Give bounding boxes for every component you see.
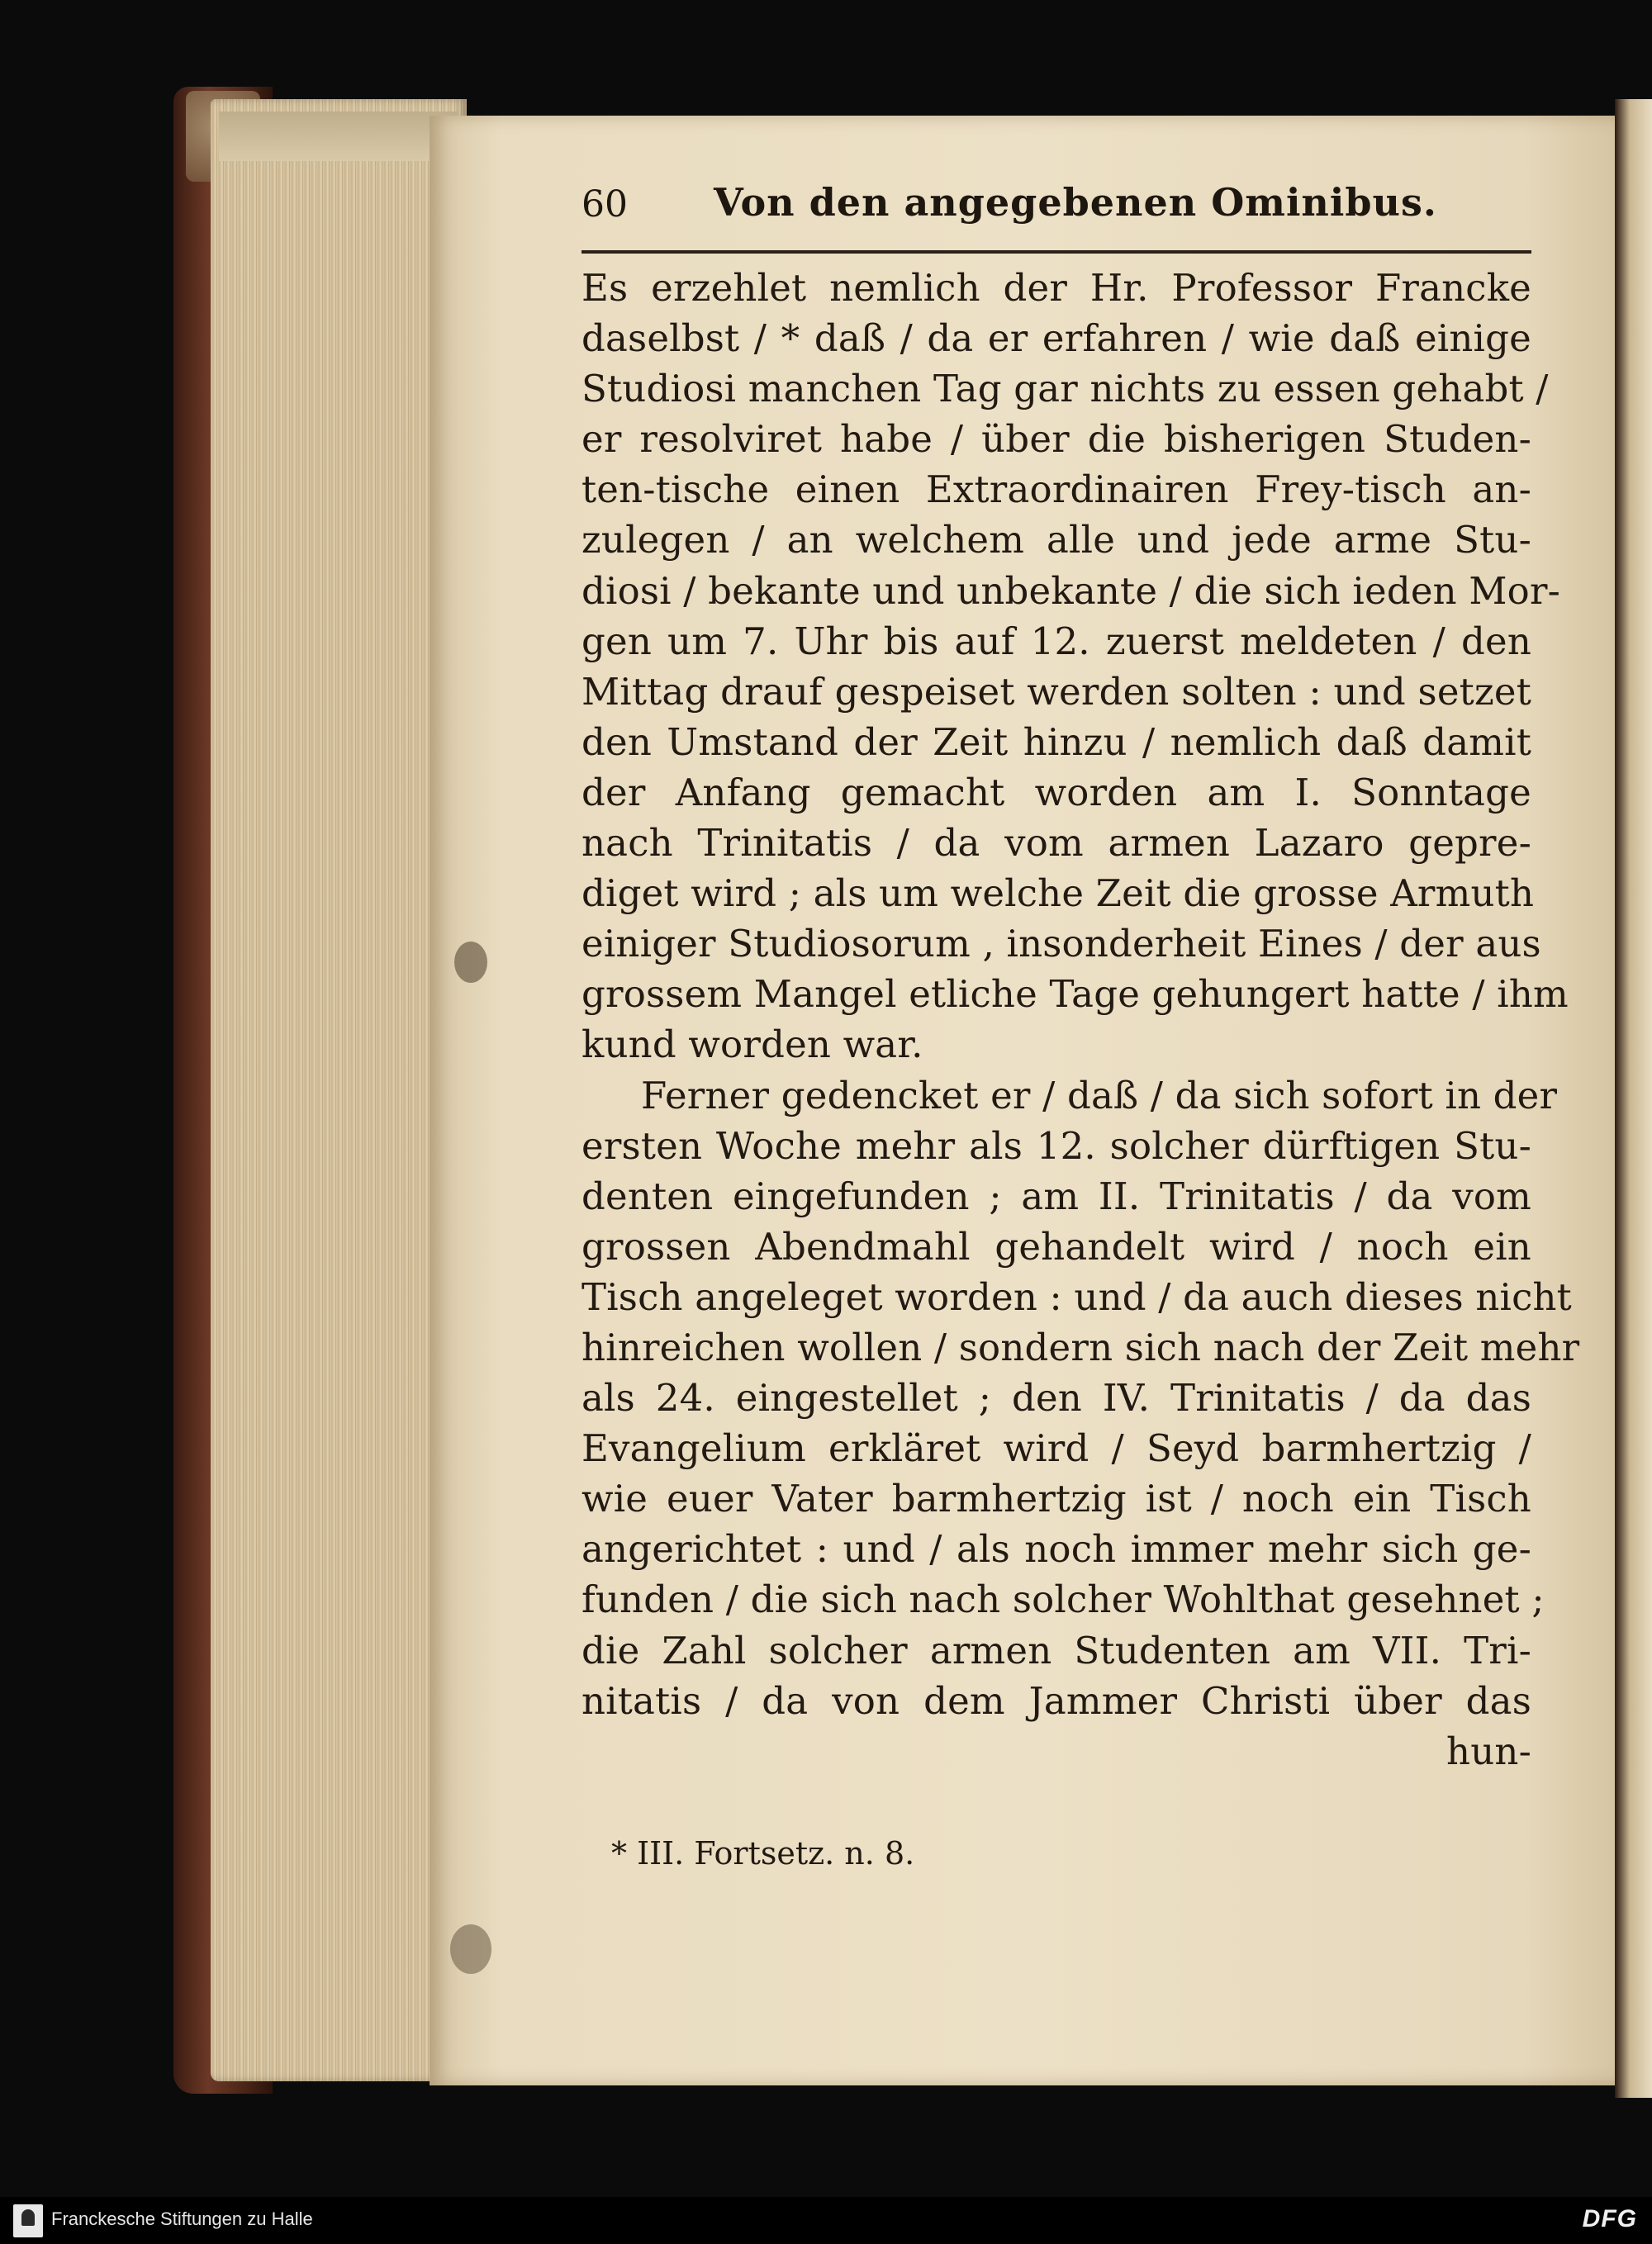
text-line: wie euer Vater barmhertzig ist / noch ein Tisch	[582, 1477, 1531, 1521]
text-line: daselbst / * daß / da er erfahren / wie daß einige	[582, 316, 1531, 361]
text-line: der Anfang gemacht worden am I. Sonntage	[582, 770, 1531, 814]
running-title: Von den angegebenen Ominibus.	[714, 180, 1437, 225]
body-text	[582, 263, 1580, 1777]
footnote: * III. Fortsetz. n. 8.	[611, 1835, 915, 1872]
text-line: Es erzehlet nemlich der Hr. Professor Francke	[582, 266, 1531, 310]
text-line: ten-tische einen Extraordinairen Frey-tisch an-	[582, 467, 1531, 512]
text-line: den Umstand der Zeit hinzu / nemlich daß damit	[582, 719, 1531, 764]
text-line: zulegen / an welchem alle und jede arme Stu-	[582, 518, 1531, 562]
page-number: 60	[582, 183, 628, 225]
catchword: hun-	[1446, 1729, 1531, 1773]
binding-mark-lower	[450, 1924, 491, 1974]
page-header	[582, 180, 1531, 233]
text-line: hinreichen wollen / sondern sich nach der Zeit mehr	[582, 1325, 1580, 1369]
institution-logo-icon[interactable]	[13, 2204, 43, 2237]
page-stack-edges	[211, 99, 467, 2081]
text-line: Studiosi manchen Tag gar nichts zu essen gehabt /	[582, 367, 1549, 411]
text-line: die Zahl solcher armen Studenten am VII. Tri-	[582, 1628, 1531, 1672]
text-line: angerichtet : und / als noch immer mehr sich ge-	[582, 1527, 1531, 1572]
text-line: einiger Studiosorum , insonderheit Eines / der aus	[582, 922, 1541, 966]
text-line: nitatis / da von dem Jammer Christi über das	[582, 1678, 1531, 1723]
header-rule	[582, 250, 1531, 254]
text-line: grossem Mangel etliche Tage gehungert hatte / ihm	[582, 972, 1569, 1017]
text-line: gen um 7. Uhr bis auf 12. zuerst meldeten / den	[582, 619, 1531, 663]
text-line: er resolviret habe / über die bisherigen Studen-	[582, 417, 1531, 462]
text-line: diget wird ; als um welche Zeit die grosse Armuth	[582, 871, 1535, 916]
text-line: ersten Woche mehr als 12. solcher dürftigen Stu-	[582, 1123, 1531, 1168]
viewer-footer	[0, 2197, 1652, 2244]
binding-mark	[454, 942, 487, 983]
text-line: diosi / bekante und unbekante / die sich ieden Mor-	[582, 568, 1561, 613]
text-line: Mittag drauf gespeiset werden solten : und setzet	[582, 669, 1531, 714]
text-line: kund worden war.	[582, 1022, 923, 1067]
text-line: denten eingefunden ; am II. Trinitatis / da vom	[582, 1174, 1531, 1218]
text-line: grossen Abendmahl gehandelt wird / noch ein	[582, 1224, 1531, 1269]
logo-mark	[21, 2209, 35, 2226]
page-stack-top	[219, 111, 458, 161]
dfg-logo[interactable]: DFG	[1582, 2205, 1637, 2232]
text-line: als 24. eingestellet ; den IV. Trinitatis / da das	[582, 1376, 1531, 1421]
institution-name[interactable]: Franckesche Stiftungen zu Halle	[51, 2208, 313, 2229]
text-line: Evangelium erkläret wird / Seyd barmhertzig /	[582, 1426, 1531, 1471]
facing-page-edge	[1615, 99, 1652, 2098]
text-line: Ferner gedencket er / daß / da sich sofort in der	[641, 1073, 1558, 1117]
text-line: nach Trinitatis / da vom armen Lazaro gepre-	[582, 821, 1531, 866]
text-line: funden / die sich nach solcher Wohlthat gesehnet ;	[582, 1577, 1545, 1622]
text-line: Tisch angeleget worden : und / da auch dieses nicht	[582, 1274, 1572, 1319]
